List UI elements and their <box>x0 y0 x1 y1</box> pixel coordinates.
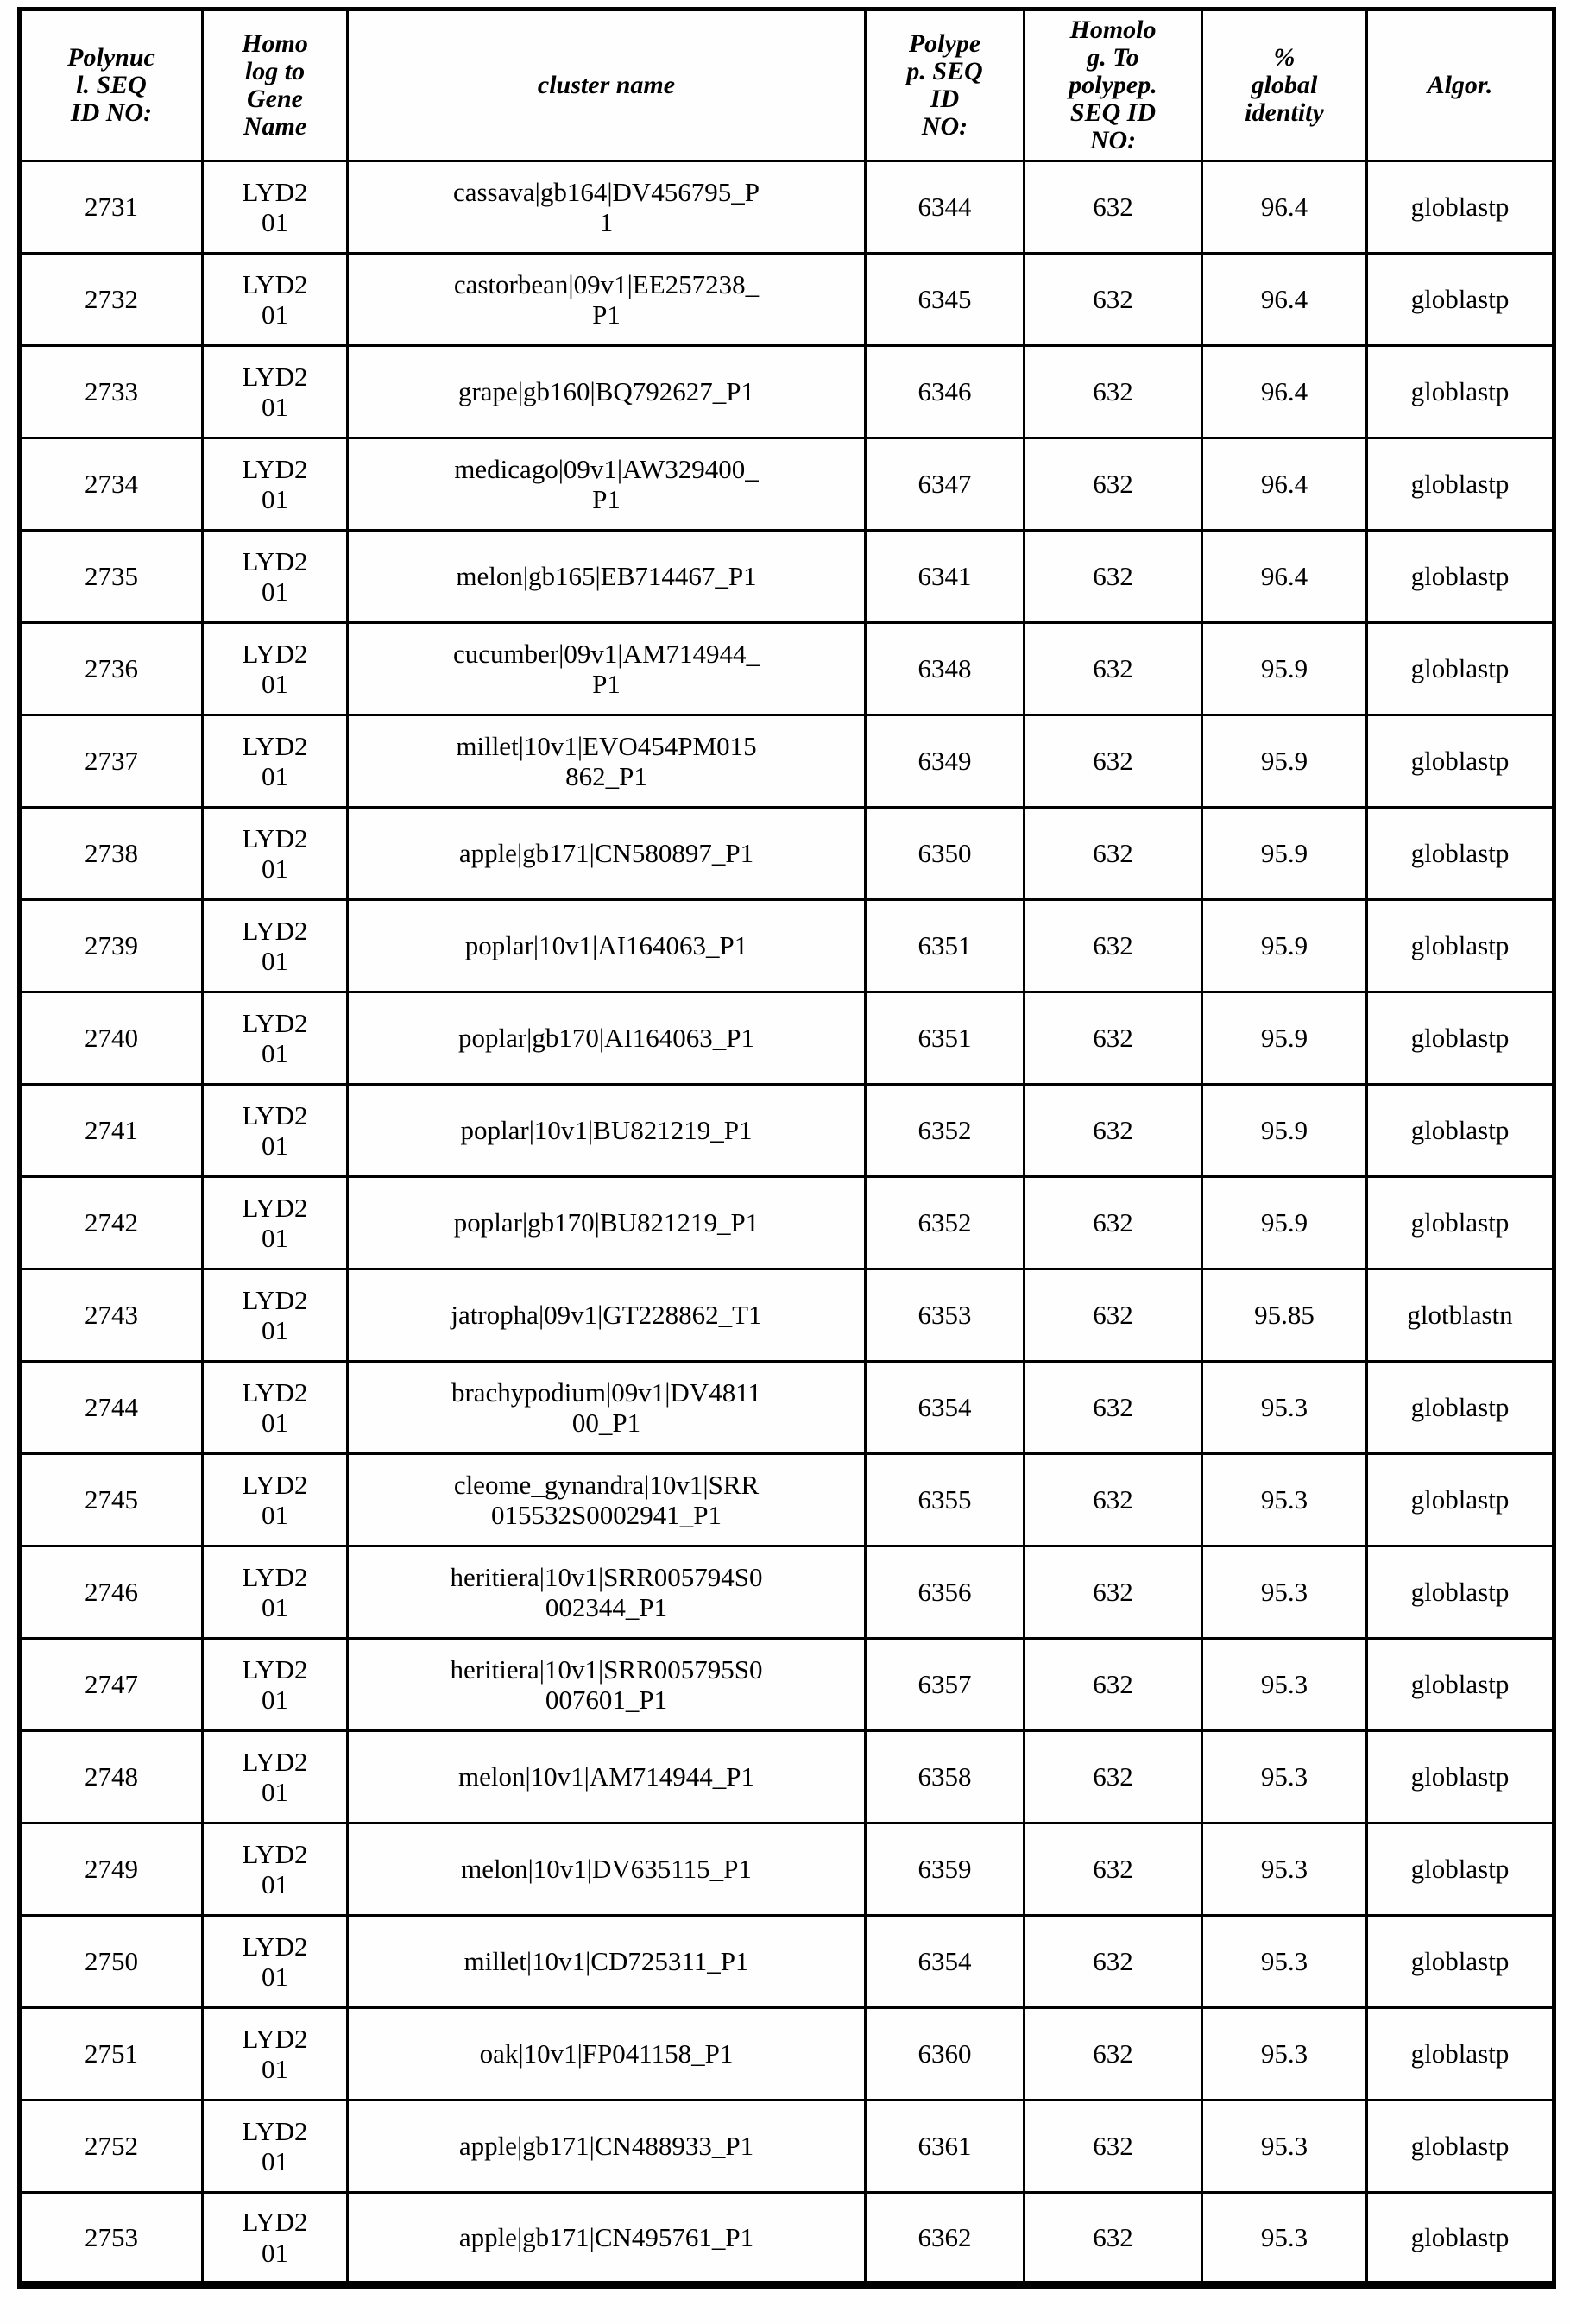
cell-cluster-name: oak|10v1|FP041158_P1 <box>348 2008 866 2100</box>
cell-global-identity: 95.85 <box>1202 1269 1367 1362</box>
cell-global-identity: 95.3 <box>1202 1916 1367 2008</box>
cell-homolog-polypep-seq-id: 632 <box>1025 531 1202 623</box>
cell-cluster-name: apple|gb171|CN495761_P1 <box>348 2193 866 2285</box>
cell-gene-name: LYD2 01 <box>203 1085 348 1177</box>
cell-global-identity: 95.9 <box>1202 1177 1367 1269</box>
cell-polypep-seq-id: 6351 <box>866 900 1025 992</box>
cell-homolog-polypep-seq-id: 632 <box>1025 1731 1202 1823</box>
cell-homolog-polypep-seq-id: 632 <box>1025 715 1202 808</box>
table-row <box>20 1639 1554 1731</box>
cell-polypep-seq-id: 6356 <box>866 1546 1025 1639</box>
header-homolog-gene-name: Homo log to Gene Name <box>203 9 348 161</box>
cell-global-identity: 95.9 <box>1202 808 1367 900</box>
table-row <box>20 531 1554 623</box>
cell-gene-name: LYD2 01 <box>203 438 348 531</box>
table-body <box>20 161 1554 2285</box>
cell-global-identity: 95.9 <box>1202 715 1367 808</box>
cell-global-identity: 96.4 <box>1202 346 1367 438</box>
cell-gene-name: LYD2 01 <box>203 992 348 1085</box>
cell-algorithm: globlastp <box>1367 900 1554 992</box>
cell-global-identity: 96.4 <box>1202 254 1367 346</box>
cell-polypep-seq-id: 6354 <box>866 1916 1025 2008</box>
table-row <box>20 992 1554 1085</box>
cell-cluster-name: brachypodium|09v1|DV4811 00_P1 <box>348 1362 866 1454</box>
header-homolog-polypep-seq-id: Homolo g. To polypep. SEQ ID NO: <box>1025 9 1202 161</box>
cell-gene-name: LYD2 01 <box>203 623 348 715</box>
cell-homolog-polypep-seq-id: 632 <box>1025 992 1202 1085</box>
cell-gene-name: LYD2 01 <box>203 900 348 992</box>
cell-polypep-seq-id: 6352 <box>866 1177 1025 1269</box>
cell-polypep-seq-id: 6349 <box>866 715 1025 808</box>
cell-algorithm: globlastp <box>1367 161 1554 254</box>
cell-algorithm: globlastp <box>1367 623 1554 715</box>
table-row <box>20 1916 1554 2008</box>
table-row <box>20 2100 1554 2193</box>
table-row <box>20 1454 1554 1546</box>
cell-algorithm: globlastp <box>1367 346 1554 438</box>
cell-cluster-name: heritiera|10v1|SRR005795S0 007601_P1 <box>348 1639 866 1731</box>
cell-algorithm: globlastp <box>1367 1362 1554 1454</box>
cell-polynucl-seq-id: 2735 <box>20 531 203 623</box>
cell-gene-name: LYD2 01 <box>203 161 348 254</box>
cell-algorithm: globlastp <box>1367 2100 1554 2193</box>
cell-gene-name: LYD2 01 <box>203 1823 348 1916</box>
table-row <box>20 715 1554 808</box>
cell-global-identity: 95.9 <box>1202 623 1367 715</box>
cell-global-identity: 95.3 <box>1202 2193 1367 2285</box>
cell-global-identity: 96.4 <box>1202 161 1367 254</box>
cell-algorithm: globlastp <box>1367 2008 1554 2100</box>
cell-algorithm: globlastp <box>1367 1177 1554 1269</box>
cell-polypep-seq-id: 6352 <box>866 1085 1025 1177</box>
table-row <box>20 1731 1554 1823</box>
cell-homolog-polypep-seq-id: 632 <box>1025 1916 1202 2008</box>
cell-cluster-name: castorbean|09v1|EE257238_ P1 <box>348 254 866 346</box>
cell-polynucl-seq-id: 2750 <box>20 1916 203 2008</box>
cell-gene-name: LYD2 01 <box>203 2100 348 2193</box>
cell-polynucl-seq-id: 2745 <box>20 1454 203 1546</box>
cell-polypep-seq-id: 6360 <box>866 2008 1025 2100</box>
cell-gene-name: LYD2 01 <box>203 1916 348 2008</box>
cell-polypep-seq-id: 6362 <box>866 2193 1025 2285</box>
table-row <box>20 2193 1554 2285</box>
cell-cluster-name: cucumber|09v1|AM714944_ P1 <box>348 623 866 715</box>
cell-cluster-name: apple|gb171|CN580897_P1 <box>348 808 866 900</box>
cell-polypep-seq-id: 6341 <box>866 531 1025 623</box>
cell-homolog-polypep-seq-id: 632 <box>1025 1177 1202 1269</box>
header-algorithm: Algor. <box>1367 9 1554 161</box>
cell-gene-name: LYD2 01 <box>203 1454 348 1546</box>
cell-global-identity: 95.3 <box>1202 1362 1367 1454</box>
cell-polynucl-seq-id: 2752 <box>20 2100 203 2193</box>
table-row <box>20 808 1554 900</box>
cell-gene-name: LYD2 01 <box>203 1362 348 1454</box>
cell-global-identity: 95.3 <box>1202 1639 1367 1731</box>
table-row <box>20 161 1554 254</box>
cell-global-identity: 95.3 <box>1202 1454 1367 1546</box>
cell-polynucl-seq-id: 2741 <box>20 1085 203 1177</box>
cell-global-identity: 96.4 <box>1202 438 1367 531</box>
header-cluster-name: cluster name <box>348 9 866 161</box>
cell-polynucl-seq-id: 2736 <box>20 623 203 715</box>
cell-polypep-seq-id: 6354 <box>866 1362 1025 1454</box>
cell-polynucl-seq-id: 2746 <box>20 1546 203 1639</box>
header-row <box>20 9 1554 161</box>
cell-cluster-name: cassava|gb164|DV456795_P 1 <box>348 161 866 254</box>
cell-global-identity: 95.3 <box>1202 1731 1367 1823</box>
cell-cluster-name: apple|gb171|CN488933_P1 <box>348 2100 866 2193</box>
cell-polynucl-seq-id: 2732 <box>20 254 203 346</box>
cell-polynucl-seq-id: 2749 <box>20 1823 203 1916</box>
cell-homolog-polypep-seq-id: 632 <box>1025 623 1202 715</box>
cell-homolog-polypep-seq-id: 632 <box>1025 161 1202 254</box>
cell-cluster-name: heritiera|10v1|SRR005794S0 002344_P1 <box>348 1546 866 1639</box>
cell-homolog-polypep-seq-id: 632 <box>1025 438 1202 531</box>
cell-homolog-polypep-seq-id: 632 <box>1025 2008 1202 2100</box>
cell-homolog-polypep-seq-id: 632 <box>1025 1269 1202 1362</box>
cell-polynucl-seq-id: 2734 <box>20 438 203 531</box>
cell-cluster-name: melon|10v1|DV635115_P1 <box>348 1823 866 1916</box>
table-row <box>20 254 1554 346</box>
cell-algorithm: globlastp <box>1367 1823 1554 1916</box>
cell-polypep-seq-id: 6348 <box>866 623 1025 715</box>
table-row <box>20 2008 1554 2100</box>
cell-cluster-name: cleome_gynandra|10v1|SRR 015532S0002941_P1 <box>348 1454 866 1546</box>
cell-algorithm: globlastp <box>1367 1916 1554 2008</box>
cell-homolog-polypep-seq-id: 632 <box>1025 254 1202 346</box>
header-polypep-seq-id: Polype p. SEQ ID NO: <box>866 9 1025 161</box>
cell-homolog-polypep-seq-id: 632 <box>1025 2100 1202 2193</box>
cell-algorithm: globlastp <box>1367 1546 1554 1639</box>
cell-homolog-polypep-seq-id: 632 <box>1025 1454 1202 1546</box>
table-row <box>20 1823 1554 1916</box>
cell-algorithm: globlastp <box>1367 808 1554 900</box>
cell-algorithm: globlastp <box>1367 1454 1554 1546</box>
cell-homolog-polypep-seq-id: 632 <box>1025 1546 1202 1639</box>
table-header <box>20 9 1554 161</box>
cell-gene-name: LYD2 01 <box>203 1269 348 1362</box>
cell-algorithm: globlastp <box>1367 438 1554 531</box>
cell-polynucl-seq-id: 2742 <box>20 1177 203 1269</box>
cell-polynucl-seq-id: 2733 <box>20 346 203 438</box>
cell-algorithm: globlastp <box>1367 1731 1554 1823</box>
cell-homolog-polypep-seq-id: 632 <box>1025 1639 1202 1731</box>
cell-gene-name: LYD2 01 <box>203 531 348 623</box>
cell-algorithm: globlastp <box>1367 1085 1554 1177</box>
cell-global-identity: 95.3 <box>1202 1546 1367 1639</box>
cell-polynucl-seq-id: 2751 <box>20 2008 203 2100</box>
cell-cluster-name: poplar|gb170|BU821219_P1 <box>348 1177 866 1269</box>
cell-polypep-seq-id: 6357 <box>866 1639 1025 1731</box>
cell-polynucl-seq-id: 2737 <box>20 715 203 808</box>
table-row <box>20 900 1554 992</box>
cell-gene-name: LYD2 01 <box>203 1546 348 1639</box>
cell-algorithm: glotblastn <box>1367 1269 1554 1362</box>
cell-polynucl-seq-id: 2753 <box>20 2193 203 2285</box>
cell-homolog-polypep-seq-id: 632 <box>1025 2193 1202 2285</box>
cell-cluster-name: melon|gb165|EB714467_P1 <box>348 531 866 623</box>
cell-homolog-polypep-seq-id: 632 <box>1025 346 1202 438</box>
cell-gene-name: LYD2 01 <box>203 254 348 346</box>
cell-gene-name: LYD2 01 <box>203 1731 348 1823</box>
cell-polypep-seq-id: 6355 <box>866 1454 1025 1546</box>
cell-polypep-seq-id: 6359 <box>866 1823 1025 1916</box>
cell-algorithm: globlastp <box>1367 531 1554 623</box>
cell-polypep-seq-id: 6361 <box>866 2100 1025 2193</box>
cell-polynucl-seq-id: 2744 <box>20 1362 203 1454</box>
cell-polynucl-seq-id: 2739 <box>20 900 203 992</box>
cell-global-identity: 95.3 <box>1202 2008 1367 2100</box>
cell-cluster-name: poplar|gb170|AI164063_P1 <box>348 992 866 1085</box>
cell-cluster-name: medicago|09v1|AW329400_ P1 <box>348 438 866 531</box>
cell-global-identity: 95.9 <box>1202 1085 1367 1177</box>
cell-global-identity: 95.3 <box>1202 1823 1367 1916</box>
cell-global-identity: 95.9 <box>1202 900 1367 992</box>
table-row <box>20 346 1554 438</box>
cell-cluster-name: melon|10v1|AM714944_P1 <box>348 1731 866 1823</box>
cell-gene-name: LYD2 01 <box>203 1177 348 1269</box>
cell-cluster-name: poplar|10v1|BU821219_P1 <box>348 1085 866 1177</box>
cell-polynucl-seq-id: 2738 <box>20 808 203 900</box>
cell-polypep-seq-id: 6347 <box>866 438 1025 531</box>
cell-polypep-seq-id: 6353 <box>866 1269 1025 1362</box>
cell-algorithm: globlastp <box>1367 1639 1554 1731</box>
table-row <box>20 1546 1554 1639</box>
cell-homolog-polypep-seq-id: 632 <box>1025 1823 1202 1916</box>
cell-algorithm: globlastp <box>1367 254 1554 346</box>
cell-cluster-name: millet|10v1|EVO454PM015 862_P1 <box>348 715 866 808</box>
cell-gene-name: LYD2 01 <box>203 346 348 438</box>
cell-cluster-name: grape|gb160|BQ792627_P1 <box>348 346 866 438</box>
cell-polynucl-seq-id: 2747 <box>20 1639 203 1731</box>
cell-polynucl-seq-id: 2748 <box>20 1731 203 1823</box>
cell-gene-name: LYD2 01 <box>203 2193 348 2285</box>
table-row <box>20 623 1554 715</box>
cell-polypep-seq-id: 6345 <box>866 254 1025 346</box>
cell-cluster-name: poplar|10v1|AI164063_P1 <box>348 900 866 992</box>
cell-polynucl-seq-id: 2731 <box>20 161 203 254</box>
cell-gene-name: LYD2 01 <box>203 1639 348 1731</box>
cell-gene-name: LYD2 01 <box>203 2008 348 2100</box>
cell-cluster-name: millet|10v1|CD725311_P1 <box>348 1916 866 2008</box>
cell-homolog-polypep-seq-id: 632 <box>1025 1362 1202 1454</box>
cell-cluster-name: jatropha|09v1|GT228862_T1 <box>348 1269 866 1362</box>
cell-homolog-polypep-seq-id: 632 <box>1025 808 1202 900</box>
cell-polypep-seq-id: 6350 <box>866 808 1025 900</box>
table-row <box>20 1085 1554 1177</box>
cell-global-identity: 95.3 <box>1202 2100 1367 2193</box>
cell-polypep-seq-id: 6351 <box>866 992 1025 1085</box>
table-row <box>20 1269 1554 1362</box>
cell-algorithm: globlastp <box>1367 715 1554 808</box>
cell-global-identity: 95.9 <box>1202 992 1367 1085</box>
cell-algorithm: globlastp <box>1367 992 1554 1085</box>
header-global-identity: % global identity <box>1202 9 1367 161</box>
cell-polypep-seq-id: 6358 <box>866 1731 1025 1823</box>
cell-homolog-polypep-seq-id: 632 <box>1025 1085 1202 1177</box>
cell-polynucl-seq-id: 2740 <box>20 992 203 1085</box>
homolog-sequence-table <box>17 7 1556 2289</box>
cell-homolog-polypep-seq-id: 632 <box>1025 900 1202 992</box>
cell-polypep-seq-id: 6344 <box>866 161 1025 254</box>
cell-global-identity: 96.4 <box>1202 531 1367 623</box>
header-polynucl-seq-id: Polynuc l. SEQ ID NO: <box>20 9 203 161</box>
table-row <box>20 1177 1554 1269</box>
cell-polypep-seq-id: 6346 <box>866 346 1025 438</box>
table-row <box>20 438 1554 531</box>
table-row <box>20 1362 1554 1454</box>
cell-algorithm: globlastp <box>1367 2193 1554 2285</box>
cell-gene-name: LYD2 01 <box>203 808 348 900</box>
cell-gene-name: LYD2 01 <box>203 715 348 808</box>
cell-polynucl-seq-id: 2743 <box>20 1269 203 1362</box>
